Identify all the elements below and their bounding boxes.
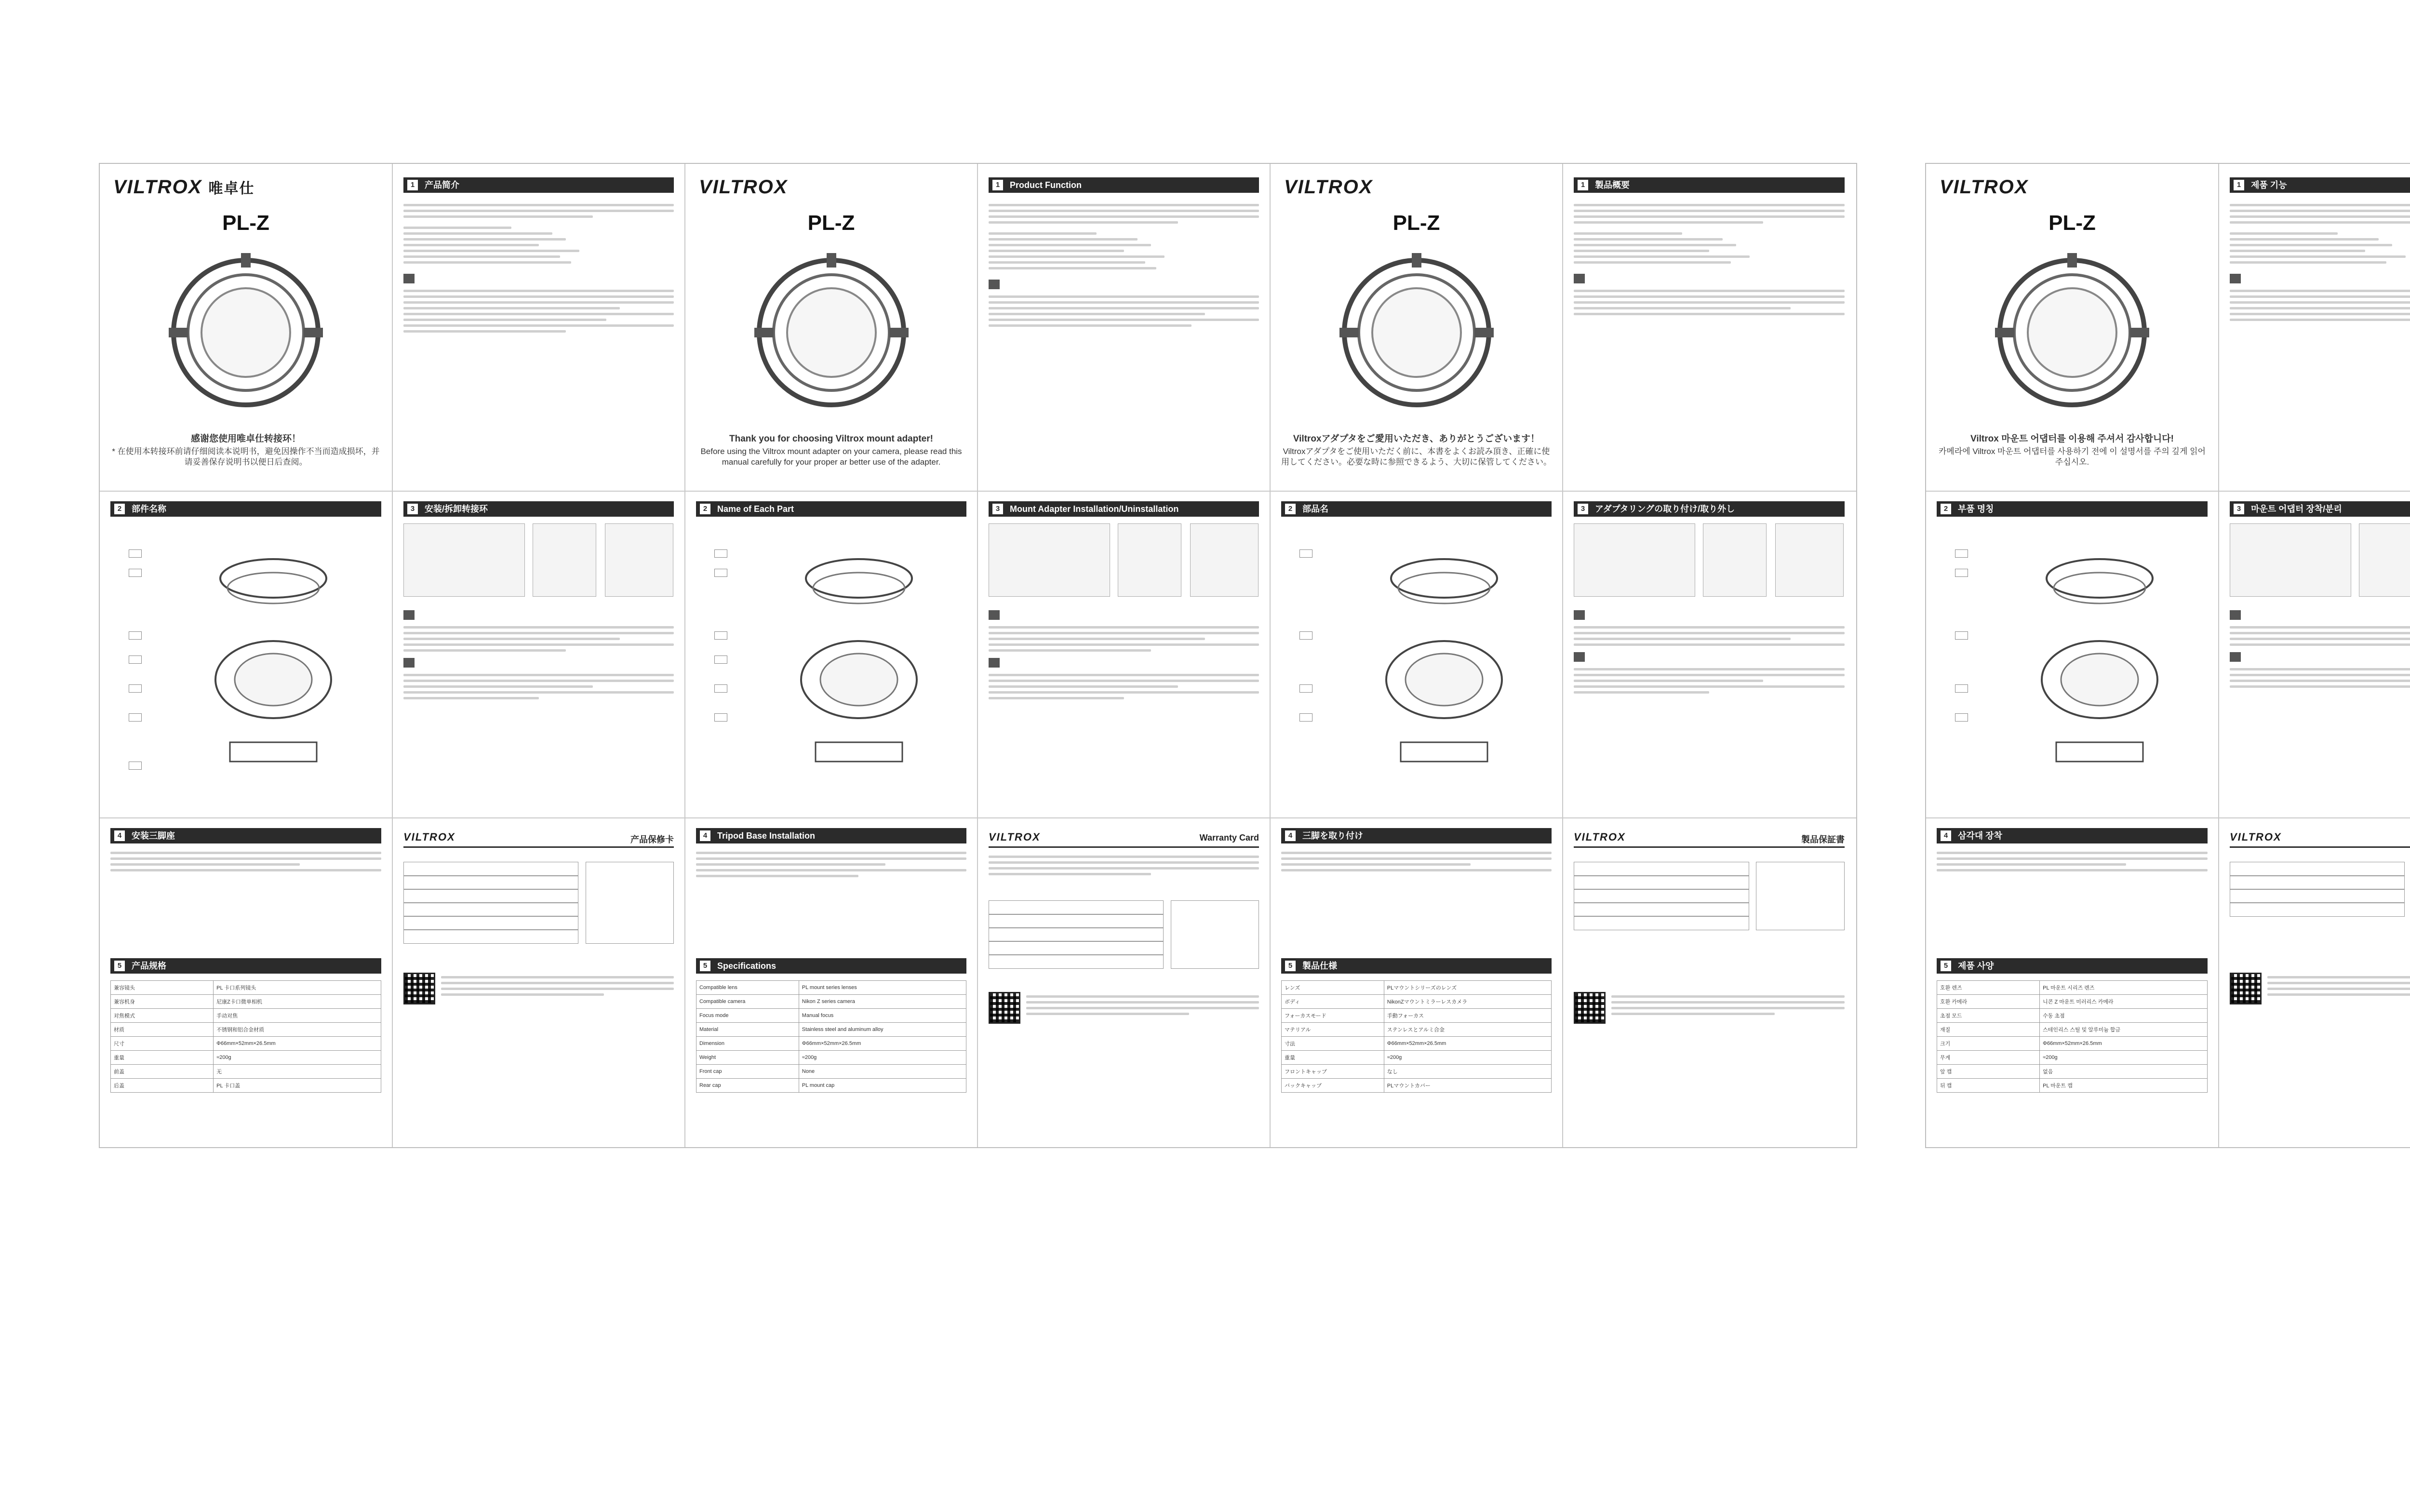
table-row: 재질 스테인리스 스틸 및 알루미늄 합금	[1937, 1023, 2208, 1037]
adapter-image	[1985, 246, 2159, 419]
spec-table	[1937, 980, 2208, 1093]
qr-code[interactable]	[2230, 973, 2262, 1004]
text-block	[989, 201, 1259, 330]
brand-logo: VILTROX	[1284, 176, 1373, 198]
part-label	[129, 569, 142, 577]
step-image	[2230, 523, 2351, 597]
table-row: 크기 Φ66mm×52mm×26.5mm	[1937, 1037, 2208, 1051]
table-row: 호환 렌즈 PL 마운트 시리즈 렌즈	[1937, 981, 2208, 995]
table-row: Weight ≈200g	[696, 1051, 966, 1065]
brand-logo: VILTROX 唯卓仕	[113, 176, 255, 198]
step-image	[533, 523, 596, 597]
part-label	[1299, 631, 1312, 640]
parts-panel-kr	[1926, 492, 2218, 817]
step-image	[1703, 523, 1767, 597]
part-label	[1299, 713, 1312, 722]
section-header: 2 部品名	[1281, 501, 1552, 517]
section-header: 1 製品概要	[1574, 177, 1845, 193]
stamp-box	[1756, 862, 1845, 930]
install-panel-cn	[393, 492, 684, 817]
part-label	[1955, 631, 1968, 640]
table-row: 초점 모드 수동 초점	[1937, 1009, 2208, 1023]
table-row: 앞 캡 없음	[1937, 1065, 2208, 1079]
adapter-image	[159, 246, 333, 419]
parts-diagram	[211, 535, 336, 786]
part-label	[714, 713, 727, 722]
warranty-field	[1574, 875, 1749, 890]
table-row: フォーカスモード 手動フォーカス	[1282, 1009, 1552, 1023]
warranty-header: VILTROX 产品保修卡	[403, 830, 674, 848]
table-row: 寸法 Φ66mm×52mm×26.5mm	[1282, 1037, 1552, 1051]
warranty-field	[2230, 862, 2405, 876]
part-label	[129, 762, 142, 770]
cover-caption: Thank you for choosing Viltrox mount adapter! Before using the Viltrox mount adapter on your camera, please read this manual carefully for your proper ar better use of the adapter.	[700, 434, 962, 467]
section-header: 5 Specifications	[696, 958, 966, 974]
section-header: 5 製品仕様	[1281, 958, 1552, 974]
table-row: 前盖 无	[111, 1065, 381, 1079]
section-header: 2 部件名称	[110, 501, 381, 517]
table-row: Front cap None	[696, 1065, 966, 1079]
spec-table	[1281, 980, 1552, 1093]
warranty-header: VILTROX 製品保証書	[1574, 830, 1845, 848]
adapter-image	[1330, 246, 1503, 419]
part-label	[714, 569, 727, 577]
step-image	[1775, 523, 1844, 597]
section-header: 5 제품 사양	[1937, 958, 2208, 974]
cover-panel-jp	[1271, 164, 1562, 491]
tripod-spec-panel-jp	[1271, 818, 1562, 1146]
section-header: 4 삼각대 장착	[1937, 828, 2208, 843]
warranty-header: VILTROX	[2230, 830, 2410, 848]
part-label	[1955, 713, 1968, 722]
qr-code[interactable]	[989, 992, 1020, 1024]
part-label	[1299, 549, 1312, 558]
warranty-field	[403, 929, 578, 944]
warranty-panel-jp	[1563, 818, 1855, 1146]
table-row: Focus mode Manual focus	[696, 1009, 966, 1023]
table-row: Rear cap PL mount cap	[696, 1079, 966, 1093]
table-row: 重量 ≈200g	[111, 1051, 381, 1065]
text-block	[989, 607, 1259, 703]
warranty-field	[1574, 916, 1749, 930]
table-row: フロントキャップ なし	[1282, 1065, 1552, 1079]
parts-panel-en	[685, 492, 977, 817]
parts-diagram	[796, 535, 922, 786]
install-panel-kr	[2219, 492, 2410, 817]
warranty-field	[403, 889, 578, 903]
part-label	[129, 713, 142, 722]
section-header: 3 마운트 어댑터 장착/분리	[2230, 501, 2410, 517]
intro-panel-kr	[2219, 164, 2410, 491]
table-row: レンズ PLマウントシリーズのレンズ	[1282, 981, 1552, 995]
table-row: 材质 不锈钢和铝合金材质	[111, 1023, 381, 1037]
table-row: 重量 ≈200g	[1282, 1051, 1552, 1065]
model-name: PL-Z	[2048, 211, 2096, 235]
part-label	[714, 656, 727, 664]
cover-panel-cn	[100, 164, 392, 491]
warranty-field	[403, 862, 578, 876]
table-row: 무게 ≈200g	[1937, 1051, 2208, 1065]
cover-caption: 感谢您使用唯卓仕转接环！ * 在使用本转接环前请仔细阅读本说明书，避免因操作不当而造成损坏，并请妥善保存说明书以便日后查阅。	[112, 434, 380, 467]
section-header: 2 Name of Each Part	[696, 501, 966, 517]
parts-diagram	[2037, 535, 2162, 786]
table-row: 뒤 캡 PL 마운트 캡	[1937, 1079, 2208, 1093]
section-header: 3 安装/拆卸转接环	[403, 501, 674, 517]
step-image	[1190, 523, 1259, 597]
section-header: 1 Product Function	[989, 177, 1259, 193]
qr-code[interactable]	[1574, 992, 1606, 1024]
intro-panel-jp	[1563, 164, 1855, 491]
warranty-field	[989, 914, 1164, 928]
part-label	[714, 631, 727, 640]
table-row: 后盖 PL 卡口盖	[111, 1079, 381, 1093]
warranty-panel-cn	[393, 818, 684, 1146]
step-image	[1574, 523, 1695, 597]
text-block	[2230, 201, 2410, 324]
spec-table	[110, 980, 381, 1093]
part-label	[714, 549, 727, 558]
table-row: 兼容镜头 PL 卡口系列镜头	[111, 981, 381, 995]
warranty-field	[1574, 862, 1749, 876]
stamp-box	[586, 862, 674, 944]
step-image	[403, 523, 525, 597]
table-row: バックキャップ PLマウントカバー	[1282, 1079, 1552, 1093]
table-row: Dimension Φ66mm×52mm×26.5mm	[696, 1037, 966, 1051]
intro-panel-cn	[393, 164, 684, 491]
tripod-spec-panel-en	[685, 818, 977, 1146]
part-label	[129, 656, 142, 664]
section-header: 3 アダプタリングの取り付け/取り外し	[1574, 501, 1845, 517]
text-block	[110, 848, 381, 875]
table-row: Material Stainless steel and aluminum alloy	[696, 1023, 966, 1037]
cover-panel-kr	[1926, 164, 2218, 491]
warranty-panel-kr	[2219, 818, 2410, 1146]
warranty-field	[1574, 902, 1749, 917]
step-image	[989, 523, 1110, 597]
table-row: 对焦模式 手动对焦	[111, 1009, 381, 1023]
warranty-field	[989, 900, 1164, 915]
warranty-field	[989, 927, 1164, 942]
spec-table	[696, 980, 966, 1093]
part-label	[129, 684, 142, 693]
cover-caption: Viltrox 마운트 어댑터를 이용해 주셔서 감사합니다! 카메라에 Viltrox 마운트 어댑터를 사용하기 전에 이 설명서를 주의 깊게 읽어 주십시오.	[1939, 434, 2206, 467]
manual-sheet-left	[99, 163, 1857, 1148]
cover-panel-en	[685, 164, 977, 491]
table-row: 兼容机身 尼康Z卡口微单相机	[111, 995, 381, 1009]
brand-logo: VILTROX	[1940, 176, 2029, 198]
table-row: Compatible camera Nikon Z series camera	[696, 995, 966, 1009]
text-block	[2230, 607, 2410, 691]
table-row: 호환 카메라 니콘 Z 마운트 미러리스 카메라	[1937, 995, 2208, 1009]
warranty-field	[989, 954, 1164, 969]
text-block	[441, 973, 674, 999]
part-label	[1955, 569, 1968, 577]
manual-sheet-right	[1925, 163, 2410, 1148]
brand-logo: VILTROX	[699, 176, 788, 198]
text-block	[1026, 992, 1259, 1018]
section-header: 4 三脚を取り付け	[1281, 828, 1552, 843]
table-row: 尺寸 Φ66mm×52mm×26.5mm	[111, 1037, 381, 1051]
model-name: PL-Z	[807, 211, 855, 235]
text-block	[403, 201, 674, 336]
table-row: マテリアル ステンレスとアルミ合金	[1282, 1023, 1552, 1037]
text-block	[1574, 201, 1845, 319]
model-name: PL-Z	[1392, 211, 1440, 235]
warranty-panel-en	[978, 818, 1270, 1146]
text-block	[1611, 992, 1845, 1018]
section-header: 1 제품 기능	[2230, 177, 2410, 193]
table-row: Compatible lens PL mount series lenses	[696, 981, 966, 995]
text-block	[403, 607, 674, 703]
model-name: PL-Z	[222, 211, 269, 235]
part-label	[1955, 684, 1968, 693]
adapter-image	[745, 246, 918, 419]
step-image	[605, 523, 673, 597]
install-panel-jp	[1563, 492, 1855, 817]
warranty-field	[403, 902, 578, 917]
warranty-field	[1574, 889, 1749, 903]
warranty-field	[2230, 889, 2405, 903]
install-panel-en	[978, 492, 1270, 817]
parts-diagram	[1381, 535, 1507, 786]
text-block	[2267, 973, 2410, 999]
tripod-spec-panel-kr	[1926, 818, 2218, 1146]
stamp-box	[1171, 900, 1259, 969]
section-header: 4 Tripod Base Installation	[696, 828, 966, 843]
text-block	[1281, 848, 1552, 875]
step-image	[1118, 523, 1181, 597]
section-header: 4 安装三脚座	[110, 828, 381, 843]
part-label	[714, 684, 727, 693]
warranty-header: VILTROX Warranty Card	[989, 830, 1259, 848]
qr-code[interactable]	[403, 973, 435, 1004]
warranty-field	[989, 941, 1164, 955]
section-header: 2 부품 명칭	[1937, 501, 2208, 517]
step-image	[2359, 523, 2410, 597]
warranty-field	[403, 916, 578, 930]
part-label	[129, 549, 142, 558]
part-label	[1955, 549, 1968, 558]
warranty-field	[2230, 875, 2405, 890]
intro-panel-en	[978, 164, 1270, 491]
cover-caption: Viltroxアダプタをご愛用いただき、ありがとうございます！ Viltroxアダプタをご使用いただく前に、本書をよくお読み頂き、正確に使用してください。必要な時に参照できるよう、大切に保管してください。	[1281, 434, 1552, 467]
warranty-field	[2230, 902, 2405, 917]
warranty-field	[403, 875, 578, 890]
text-block	[696, 848, 966, 881]
parts-panel-cn	[100, 492, 392, 817]
section-header: 3 Mount Adapter Installation/Uninstallation	[989, 501, 1259, 517]
table-row: ボディ NikonZマウントミラーレスカメラ	[1282, 995, 1552, 1009]
parts-panel-jp	[1271, 492, 1562, 817]
part-label	[1299, 684, 1312, 693]
text-block	[1574, 607, 1845, 697]
section-header: 5 产品规格	[110, 958, 381, 974]
tripod-spec-panel-cn	[100, 818, 392, 1146]
section-header: 1 产品简介	[403, 177, 674, 193]
part-label	[129, 631, 142, 640]
text-block	[989, 852, 1259, 879]
text-block	[1937, 848, 2208, 875]
